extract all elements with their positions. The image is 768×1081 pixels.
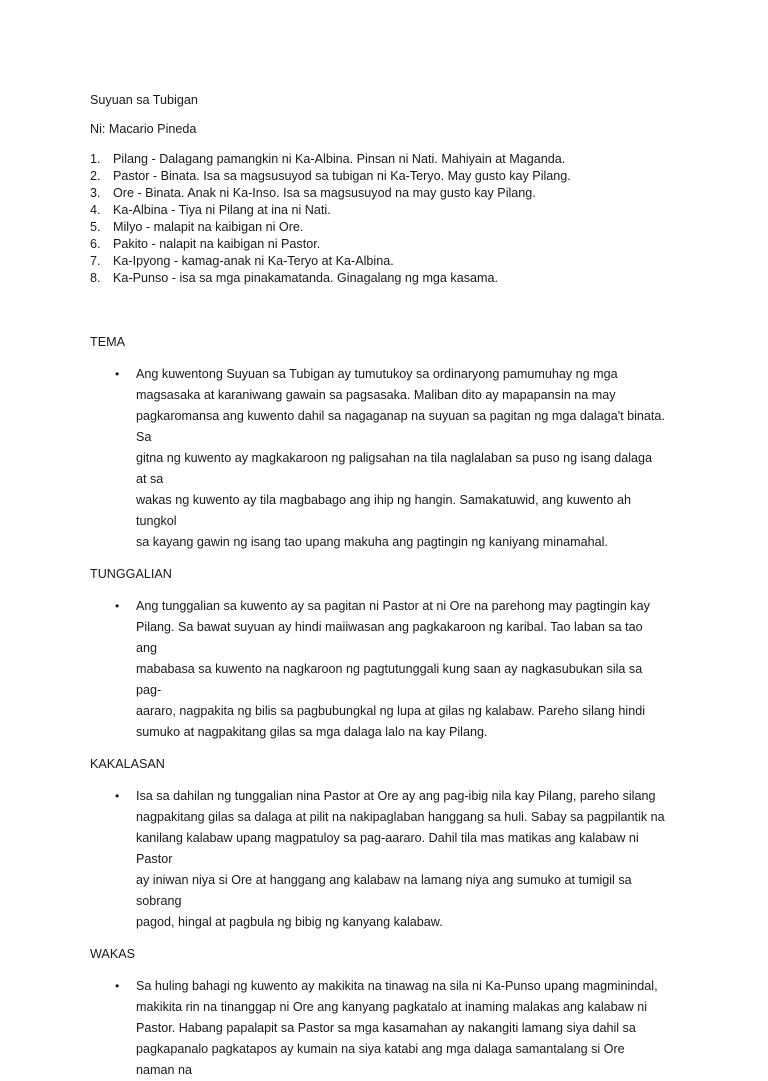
story-title: Suyuan sa Tubigan [90,93,198,107]
list-number: 1. [90,152,101,166]
list-text: Ka-Ipyong - kamag-anak ni Ka-Teryo at Ka-Albina. [113,254,394,268]
section-body-kakalasan [90,786,690,933]
bullet-icon: • [115,979,120,993]
bullet-icon: • [115,599,120,613]
list-item [90,168,690,185]
section-body-tema [90,364,690,553]
list-item [90,219,690,236]
list-number: 8. [90,271,101,285]
bullet-icon: • [115,367,120,381]
paragraph-kakalasan: Isa sa dahilan ng tunggalian nina Pastor at Ore ay ang pag-ibig nila kay Pilang, pareho silang nagpakitang gilas sa dalaga at pilit na nakipaglaban hanggang sa huli. Sabay sa pagpilantik na kanilang kalabaw upang magpatuloy sa pag-aararo. Dahil tila mas matikas ang kalabaw ni Pastor ay iniwan niya si Ore at hanggang ang kalabaw na lamang niya ang sumuko at tumigil sa sobrang pagod, hingal at pagbula ng bibig ng kanyang kalabaw. [136,789,665,929]
section-heading-tema: TEMA [90,335,125,349]
character-list [90,151,690,287]
list-number: 5. [90,220,101,234]
paragraph-tema: Ang kuwentong Suyuan sa Tubigan ay tumutukoy sa ordinaryong pamumuhay ng mga magsasaka at karaniwang gawain sa pagsasaka. Maliban dito ay mapapansin na may pagkaromansa ang kuwento dahil sa nagaganap na suyuan sa pagitan ng mga dalaga't binata. Sa gitna ng kuwento ay magkakaroon ng paligsahan na tila naglalaban sa puso ng isang dalaga at sa wakas ng kuwento ay tila magbabago ang ihip ng hangin. Samakatuwid, ang kuwento ah tungkol sa kayang gawin ng isang tao upang makuha ang pagtingin ng kaniyang minamahal. [136,367,665,549]
paragraph-wakas: Sa huling bahagi ng kuwento ay makikita na tinawag na sila ni Ka-Punso upang magminindal, makikita rin na tinanggap ni Ore ang kanyang pagkatalo at inaming malakas ang kalabaw ni Pastor. Habang papalapit sa Pastor sa mga kasamahan ay nakangiti lamang siya dahil sa pagkapanalo pagkatapos ay kumain na siya katabi ang mga dalaga samantalang si Ore naman na [136,979,658,1077]
list-item [90,253,690,270]
list-item [90,151,690,168]
list-text: Pakito - nalapit na kaibigan ni Pastor. [113,237,321,251]
list-text: Ore - Binata. Anak ni Ka-Inso. Isa sa magsusuyod na may gusto kay Pilang. [113,186,536,200]
section-heading-tunggalian: TUNGGALIAN [90,567,172,581]
list-item [90,270,690,287]
list-text: Pilang - Dalagang pamangkin ni Ka-Albina. Pinsan ni Nati. Mahiyain at Maganda. [113,152,566,166]
section-heading-kakalasan: KAKALASAN [90,757,165,771]
list-text: Ka-Punso - isa sa mga pinakamatanda. Ginagalang ng mga kasama. [113,271,499,285]
list-number: 4. [90,203,101,217]
document-body [90,92,690,1081]
section-body-wakas [90,976,690,1081]
bullet-icon: • [115,789,120,803]
list-number: 6. [90,237,101,251]
list-number: 3. [90,186,101,200]
list-item [90,185,690,202]
list-text: Ka-Albina - Tiya ni Pilang at ina ni Nati. [113,203,331,217]
list-text: Pastor - Binata. Isa sa magsusuyod sa tubigan ni Ka-Teryo. May gusto kay Pilang. [113,169,571,183]
section-heading-wakas: WAKAS [90,947,136,961]
section-body-tunggalian [90,596,690,743]
list-number: 2. [90,169,101,183]
story-author: Ni: Macario Pineda [90,122,197,136]
list-text: Milyo - malapit na kaibigan ni Ore. [113,220,304,234]
list-item [90,236,690,253]
list-item [90,202,690,219]
list-number: 7. [90,254,101,268]
paragraph-tunggalian: Ang tunggalian sa kuwento ay sa pagitan ni Pastor at ni Ore na parehong may pagtingin kay Pilang. Sa bawat suyuan ay hindi maiiwasan ang pagkakaroon ng karibal. Tao laban sa tao ang mababasa sa kuwento na nagkaroon ng pagtutunggali kung saan ay nagkasubukan sila sa pag- aararo, nagpakita ng bilis sa pagbubungkal ng lupa at gilas ng kalabaw. Pareho silang hindi sumuko at nagpakitang gilas sa mga dalaga lalo na kay Pilang. [136,599,650,739]
